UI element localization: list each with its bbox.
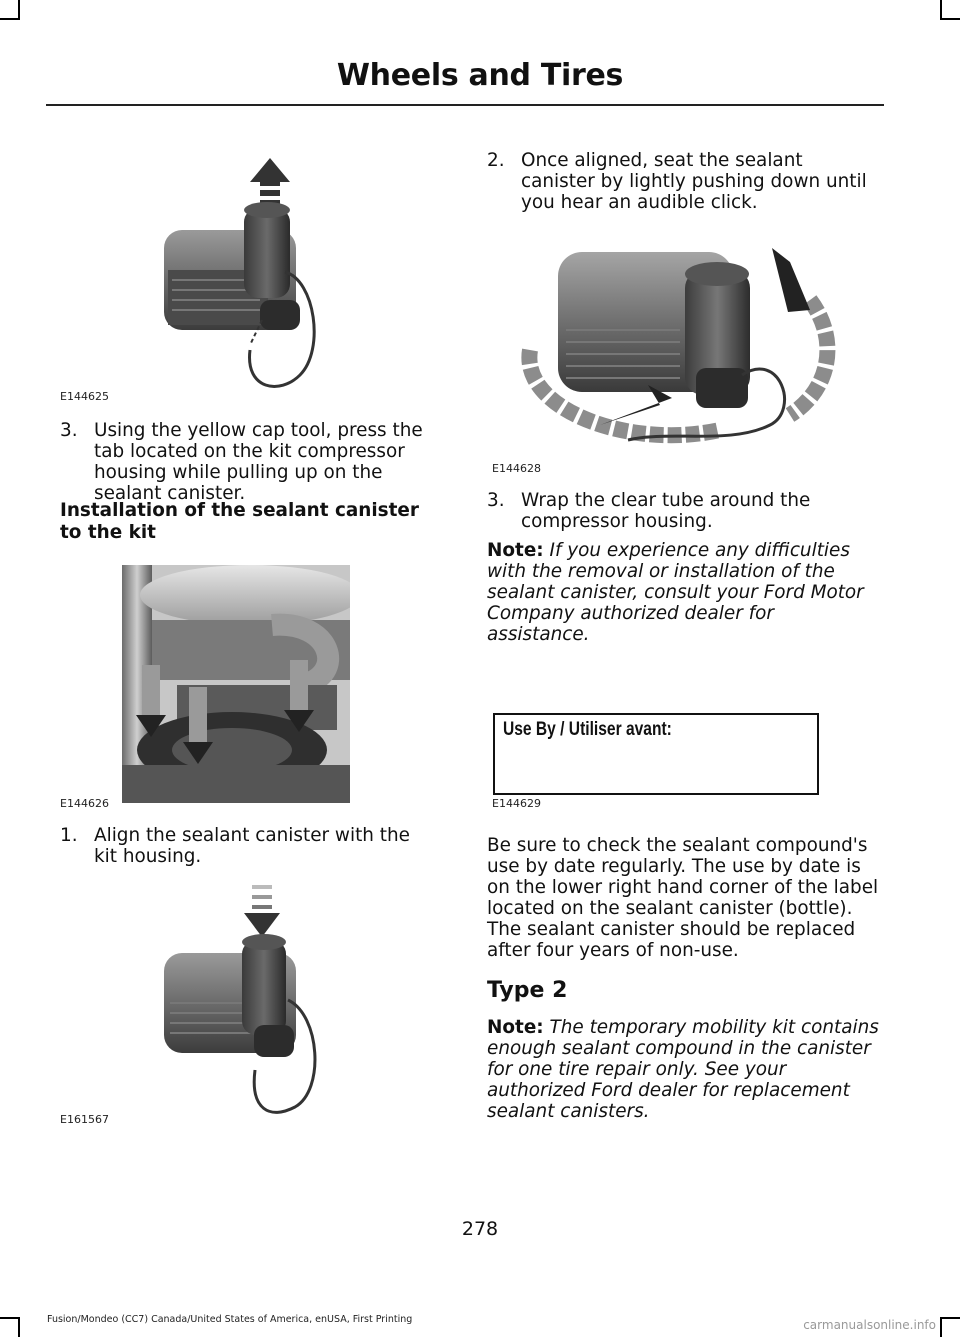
page-title: Wheels and Tires	[336, 58, 624, 93]
figure-id: E144628	[492, 462, 541, 475]
step-text: Wrap the clear tube around the compressor housing.	[521, 490, 811, 532]
step-2-right	[487, 150, 882, 213]
footer-text: Fusion/Mondeo (CC7) Canada/United States of America, enUSA, First Printing	[47, 1314, 413, 1325]
figure-canister-insert	[150, 885, 350, 1125]
note-type2	[487, 1017, 882, 1122]
crop-mark	[0, 18, 20, 20]
note-text: The temporary mobility kit contains enough sealant compound in the canister for one tire repair only. See your authorized Ford dealer for replacement sealant canisters.	[487, 1017, 879, 1122]
figure-canister-alignment	[122, 565, 350, 803]
crop-mark	[940, 1319, 942, 1337]
figure-canister-removal	[140, 150, 350, 400]
crop-mark	[0, 1317, 20, 1319]
header-rule	[46, 104, 884, 106]
section-heading: Installation of the sealant canister to the kit	[60, 500, 419, 543]
step-number: 1.	[60, 825, 78, 846]
use-by-paragraph: Be sure to check the sealant compound's use by date regularly. The use by date is on the lower right hand corner of the label located on the sealant canister (bottle). The sealant canister should be replaced after four years of non-use.	[487, 835, 879, 961]
note-label: Note:	[487, 1017, 544, 1038]
crop-mark	[940, 18, 960, 20]
step-3-right	[487, 490, 882, 532]
rotate-arrow-icon	[772, 248, 810, 312]
step-number: 2.	[487, 150, 505, 171]
crop-mark	[940, 1317, 960, 1319]
step-text: Using the yellow cap tool, press the tab located on the kit compressor housing while pulling up on the sealant canister.	[94, 420, 423, 504]
step-text: Once aligned, seat the sealant canister by lightly pushing down until you hear an audible click.	[521, 150, 867, 213]
page-number: 278	[461, 1218, 499, 1240]
note-removal	[487, 540, 882, 645]
use-by-label-figure	[493, 713, 819, 795]
step-1-left	[60, 825, 438, 867]
step-number: 3.	[487, 490, 505, 511]
figure-id: E144625	[60, 390, 109, 403]
step-3-left	[60, 420, 438, 504]
figure-id: E144629	[492, 797, 541, 810]
figure-wrap-tube	[510, 240, 845, 455]
crop-mark	[18, 0, 20, 18]
section-heading-type2: Type 2	[487, 978, 568, 1003]
figure-id: E144626	[60, 797, 109, 810]
crop-mark	[940, 0, 942, 18]
note-text: If you experience any difficulties with the removal or installation of the sealant canister, consult your Ford Motor Company authorized dealer for assistance.	[487, 540, 864, 645]
step-number: 3.	[60, 420, 78, 441]
use-by-label-text: Use By / Utiliser avant:	[503, 719, 672, 740]
step-text: Align the sealant canister with the kit housing.	[94, 825, 410, 867]
watermark: carmanualsonline.info	[803, 1318, 936, 1332]
note-label: Note:	[487, 540, 544, 561]
figure-id: E161567	[60, 1113, 109, 1126]
crop-mark	[18, 1319, 20, 1337]
